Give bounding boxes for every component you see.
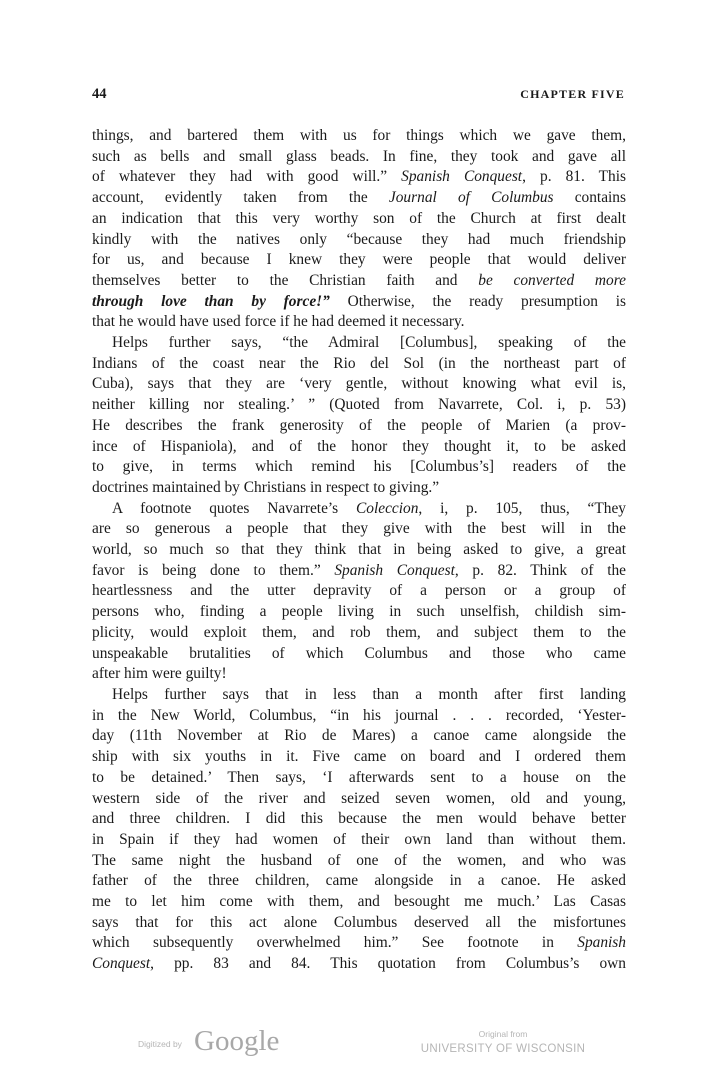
text-segment: Indians of the coast near the Rio del Sol (in the northeast part of xyxy=(92,354,626,372)
text-segment: to be detained.’ Then says, ‘I afterwards sent to a house on the xyxy=(92,768,626,786)
text-line xyxy=(92,312,626,333)
text-segment: father of the three children, came alongside in a canoe. He asked xyxy=(92,872,626,890)
text-segment: Otherwise, the ready presumption is xyxy=(329,292,627,310)
text-segment: favor is being done to them.” xyxy=(92,561,335,579)
text-segment: account, evidently taken from the xyxy=(92,189,389,207)
text-segment: Cuba), says that they are ‘very gentle, without knowing what evil is, xyxy=(92,375,626,393)
text-segment: , p. 81. This xyxy=(522,168,626,186)
text-segment: Helps further says, “the Admiral [Columbus], speaking of the xyxy=(112,334,626,352)
text-segment: ince of Hispaniola), and of the honor they thought it, to be asked xyxy=(92,437,626,455)
text-line xyxy=(92,768,626,789)
text-line xyxy=(92,581,626,602)
text-line xyxy=(92,830,626,851)
scan-footer xyxy=(0,1025,711,1065)
text-segment: doctrines maintained by Christians in respect to giving.” xyxy=(92,478,440,496)
text-line xyxy=(92,747,626,768)
text-segment: and three children. I did this because the men would behave better xyxy=(92,810,626,828)
text-segment: , pp. 83 and 84. This quotation from Columbus’s own xyxy=(150,955,626,973)
text-line xyxy=(92,499,626,520)
text-line xyxy=(92,706,626,727)
text-segment: of whatever they had with good will.” xyxy=(92,168,402,186)
text-segment: kindly with the natives only “because they had much friendship xyxy=(92,230,626,248)
text-line xyxy=(92,167,626,188)
text-segment: in the New World, Columbus, “in his journal . . . recorded, ‘Yester- xyxy=(92,706,626,724)
text-segment: world, so much so that they think that in being asked to give, a great xyxy=(92,541,626,559)
text-segment: day (11th November at Rio de Mares) a canoe came alongside the xyxy=(92,727,626,745)
page-header xyxy=(92,86,625,106)
text-segment: plicity, would exploit them, and rob them, and subject them to the xyxy=(92,623,626,641)
text-line xyxy=(92,457,626,478)
text-line xyxy=(92,933,626,954)
text-line xyxy=(92,230,626,251)
text-segment: The same night the husband of one of the women, and who was xyxy=(92,851,626,869)
text-segment: heartlessness and the utter depravity of a person or a group of xyxy=(92,582,626,600)
text-line xyxy=(92,561,626,582)
text-segment: ship with six youths in it. Five came on board and I ordered them xyxy=(92,748,626,766)
text-line xyxy=(92,333,626,354)
text-segment: in Spain if they had women of their own land than without them. xyxy=(92,830,626,848)
text-line xyxy=(92,540,626,561)
text-line xyxy=(92,395,626,416)
text-line xyxy=(92,664,626,685)
text-segment: after him were guilty! xyxy=(92,665,227,683)
text-line xyxy=(92,892,626,913)
text-line xyxy=(92,437,626,458)
text-line xyxy=(92,147,626,168)
digitized-by-label: Digitized by xyxy=(138,1039,182,1049)
text-line xyxy=(92,271,626,292)
text-segment: such as bells and small glass beads. In fine, they took and gave all xyxy=(92,147,626,165)
text-segment: Spanish Conquest xyxy=(401,168,523,186)
text-line xyxy=(92,623,626,644)
text-segment: A footnote quotes Navarrete’s xyxy=(112,499,356,517)
text-line xyxy=(92,478,626,499)
text-line xyxy=(92,250,626,271)
text-line xyxy=(92,126,626,147)
text-line xyxy=(92,354,626,375)
text-line xyxy=(92,789,626,810)
text-segment: , p. 82. Think of the xyxy=(454,561,626,579)
text-segment: that he would have used force if he had deemed it necessary. xyxy=(92,313,465,331)
text-line xyxy=(92,292,626,313)
text-segment: to give, in terms which remind his [Columbus’s] readers of the xyxy=(92,458,626,476)
text-line xyxy=(92,871,626,892)
university-label: UNIVERSITY OF WISCONSIN xyxy=(420,1043,586,1055)
text-segment: neither killing nor stealing.’ ” (Quoted from Navarrete, Col. i, p. 53) xyxy=(92,396,626,414)
text-line xyxy=(92,851,626,872)
text-segment: be converted more xyxy=(478,271,626,289)
text-segment: Helps further says that in less than a month after first landing xyxy=(112,685,626,703)
text-segment: Spanish xyxy=(577,934,626,952)
text-segment: which subsequently overwhelmed him.” See footnote in xyxy=(92,934,578,952)
text-segment: , i, p. 105, thus, “They xyxy=(418,499,626,517)
text-segment: unspeakable brutalities of which Columbus and those who came xyxy=(92,644,626,662)
text-segment: Coleccion xyxy=(356,499,419,517)
text-segment: me to let him come with them, and besought me much.’ Las Casas xyxy=(92,893,626,911)
text-line xyxy=(92,685,626,706)
text-line xyxy=(92,726,626,747)
body-text xyxy=(92,126,626,975)
text-line xyxy=(92,519,626,540)
text-segment: an indication that this very worthy son of the Church at first dealt xyxy=(92,209,626,227)
text-segment: through love than by force!” xyxy=(92,292,330,310)
text-segment: contains xyxy=(553,189,626,207)
text-line xyxy=(92,416,626,437)
text-segment: says that for this act alone Columbus deserved all the misfortunes xyxy=(92,913,626,931)
text-line xyxy=(92,374,626,395)
text-line xyxy=(92,602,626,623)
chapter-title: CHAPTER FIVE xyxy=(520,87,625,101)
text-line xyxy=(92,644,626,665)
google-logo: Google xyxy=(194,1025,280,1057)
text-segment: western side of the river and seized seven women, old and young, xyxy=(92,789,626,807)
text-line xyxy=(92,913,626,934)
page-number: 44 xyxy=(92,86,107,102)
text-segment: things, and bartered them with us for things which we gave them, xyxy=(92,127,626,144)
text-segment: Spanish Conquest xyxy=(334,561,455,579)
text-line xyxy=(92,209,626,230)
text-segment: themselves better to the Christian faith and xyxy=(92,271,479,289)
text-line xyxy=(92,809,626,830)
text-segment: for us, and because I knew they were people that would deliver xyxy=(92,251,626,269)
text-segment: persons who, finding a people living in such unselfish, childish sim- xyxy=(92,603,626,621)
original-from-label: Original from xyxy=(478,1029,528,1039)
text-segment: Journal of Columbus xyxy=(388,189,554,207)
text-line xyxy=(92,188,626,209)
text-segment: Conquest xyxy=(92,955,151,973)
text-segment: He describes the frank generosity of the people of Marien (a prov- xyxy=(92,416,626,434)
text-segment: are so generous a people that they give with the best will in the xyxy=(92,520,626,538)
text-line xyxy=(92,954,626,975)
